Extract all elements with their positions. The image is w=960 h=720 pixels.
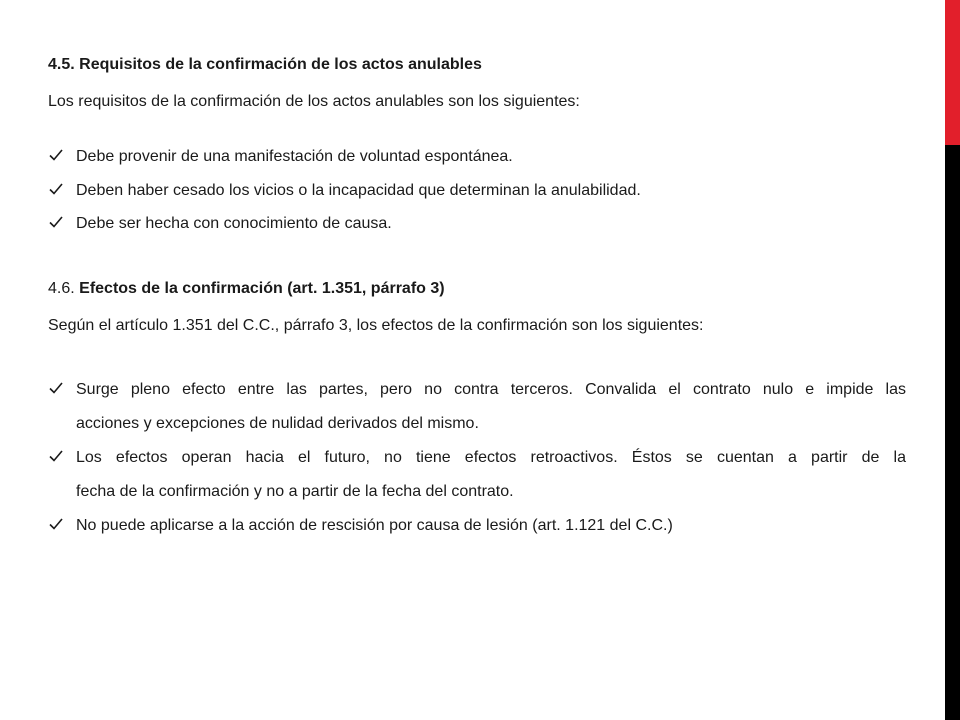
- list-item: Deben haber cesado los vicios o la incapacidad que determinan la anulabilidad.: [76, 182, 641, 199]
- list-item-line: fecha de la confirmación y no a partir de la fecha del contrato.: [76, 483, 514, 500]
- check-icon: [48, 380, 64, 396]
- list-item-line: Los efectos operan hacia el futuro, no tiene efectos retroactivos. Éstos se cuentan a partir de la: [76, 449, 906, 466]
- sidebar-decoration: [945, 0, 960, 720]
- list-item-line: No puede aplicarse a la acción de rescisión por causa de lesión (art. 1.121 del C.C.): [76, 517, 673, 534]
- list-item-line: Surge pleno efecto entre las partes, pero no contra terceros. Convalida el contrato nulo e impide las: [76, 381, 906, 398]
- section-heading-number: 4.6: [48, 280, 71, 297]
- list-item: Debe provenir de una manifestación de voluntad espontánea.: [76, 148, 513, 165]
- check-icon: [48, 516, 64, 532]
- section-intro: Según el artículo 1.351 del C.C., párrafo 3, los efectos de la confirmación son los siguientes:: [48, 317, 704, 334]
- list-item-line: acciones y excepciones de nulidad derivados del mismo.: [76, 415, 479, 432]
- section-heading-text: Efectos de la confirmación (art. 1.351, párrafo 3): [79, 280, 445, 297]
- section-heading: [48, 279, 445, 299]
- check-icon: [48, 214, 64, 230]
- section-heading-separator: .: [70, 280, 80, 297]
- check-icon: [48, 147, 64, 163]
- list-item: Debe ser hecha con conocimiento de causa.: [76, 215, 392, 232]
- check-icon: [48, 181, 64, 197]
- check-icon: [48, 448, 64, 464]
- section-heading: 4.5. Requisitos de la confirmación de los actos anulables: [48, 56, 482, 73]
- sidebar-accent: [945, 0, 960, 145]
- section-intro: Los requisitos de la confirmación de los actos anulables son los siguientes:: [48, 93, 580, 110]
